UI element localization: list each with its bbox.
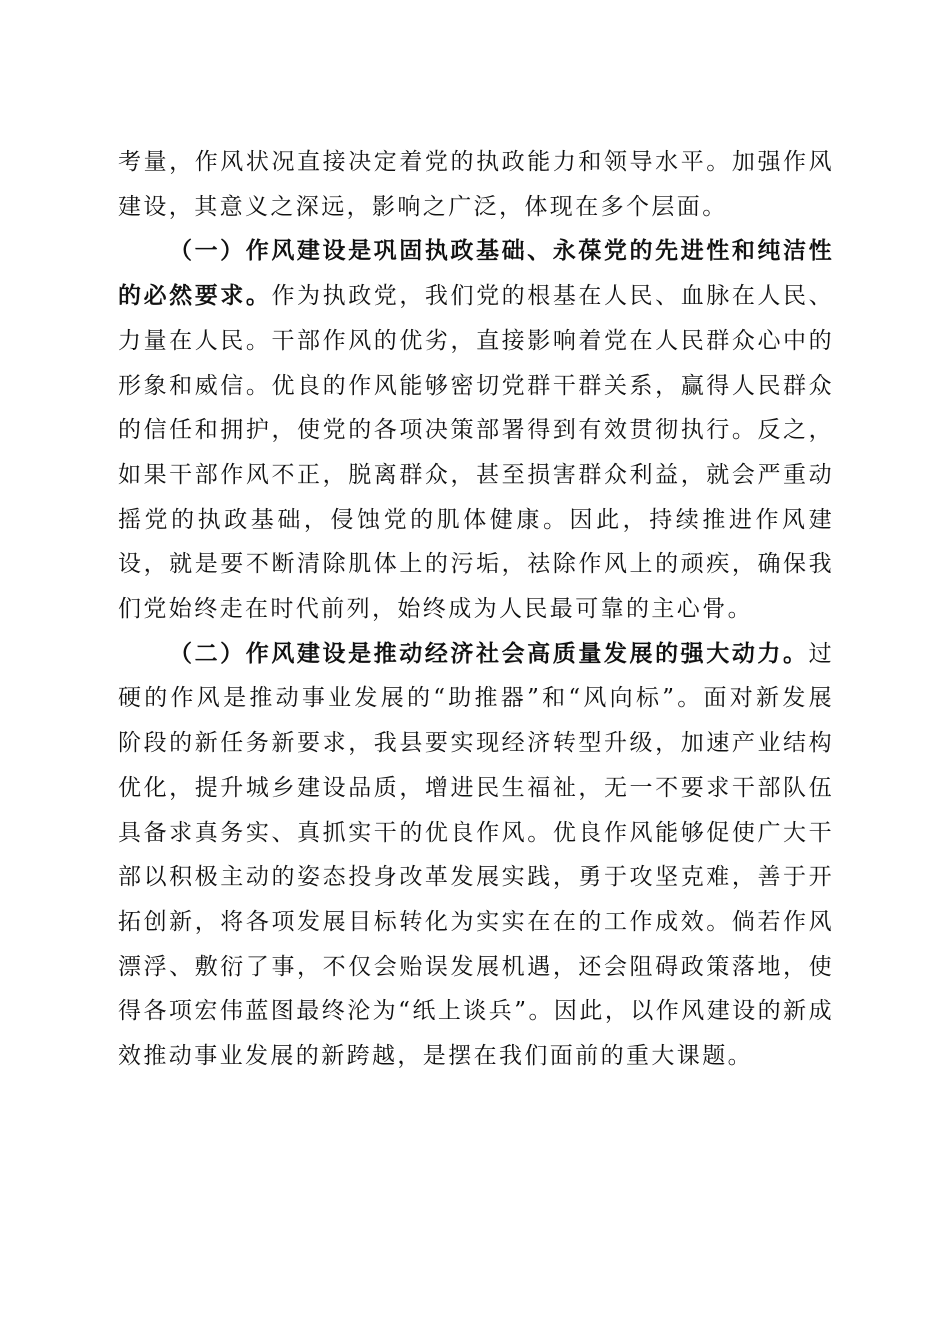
paragraph-intro bbox=[118, 140, 834, 229]
section-1-heading: （一）作风建设是巩固执政基础、永葆党的先进性和纯洁性的必然要求。 bbox=[118, 237, 834, 310]
paragraph-section-2 bbox=[118, 632, 834, 1079]
paragraph-section-1 bbox=[118, 229, 834, 631]
section-1-text: 作为执政党，我们党的根基在人民、血脉在人民、力量在人民。干部作风的优劣，直接影响着党在人民群众心中的形象和威信。优良的作风能够密切党群干群关系，赢得人民群众的信任和拥护，使党的各项决策部署得到有效贯彻执行。反之，如果干部作风不正，脱离群众，甚至损害群众利益，就会严重动摇党的执政基础，侵蚀党的肌体健康。因此，持续推进作风建设，就是要不断清除肌体上的污垢，祛除作风上的顽疾，确保我们党始终走在时代前列，始终成为人民最可靠的主心骨。 bbox=[118, 283, 834, 623]
section-2-heading: （二）作风建设是推动经济社会高质量发展的强大动力。 bbox=[169, 639, 809, 667]
section-2-text: 过硬的作风是推动事业发展的“助推器”和“风向标”。面对新发展阶段的新任务新要求，我县要实现经济转型升级，加速产业结构优化，提升城乡建设品质，增进民生福祉，无一不要求干部队伍具备求真务实、真抓实干的优良作风。优良作风能够促使广大干部以积极主动的姿态投身改革发展实践，勇于攻坚克难，善于开拓创新，将各项发展目标转化为实实在在的工作成效。倘若作风漂浮、敷衍了事，不仅会贻误发展机遇，还会阻碍政策落地，使得各项宏伟蓝图最终沦为“纸上谈兵”。因此，以作风建设的新成效推动事业发展的新跨越，是摆在我们面前的重大课题。 bbox=[118, 640, 834, 1070]
document-body bbox=[118, 140, 834, 1079]
paragraph-intro-text: 考量，作风状况直接决定着党的执政能力和领导水平。加强作风建设，其意义之深远，影响之广泛，体现在多个层面。 bbox=[118, 149, 834, 220]
